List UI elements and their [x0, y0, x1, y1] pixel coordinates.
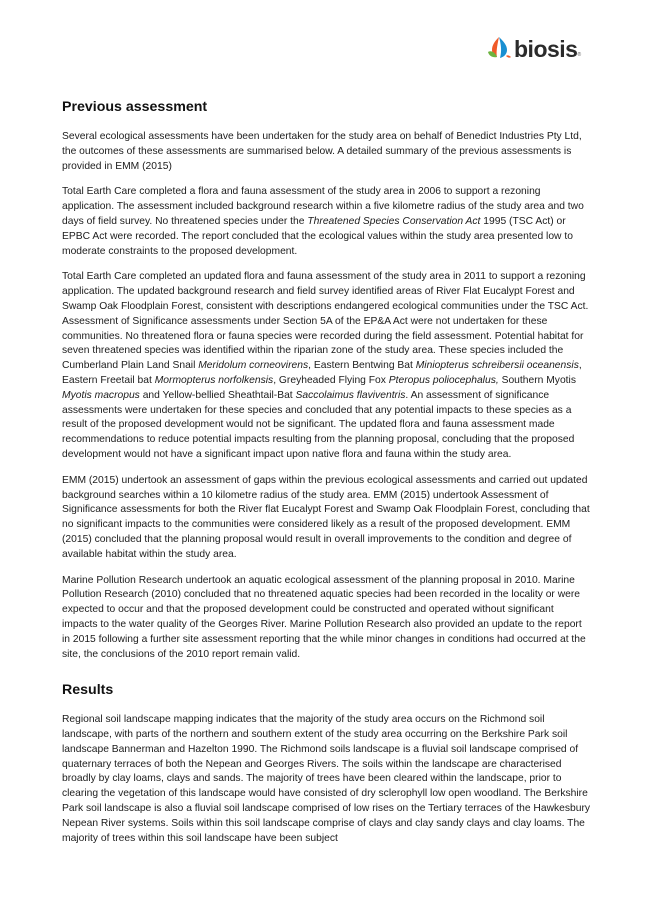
previous-assessment-heading: Previous assessment [62, 99, 208, 115]
biosis-logo-icon [486, 36, 512, 62]
paragraph-1: Several ecological assessments have been undertaken for the study area on behalf of Benedict Industries Pty Ltd, the outcomes of these assessments are summarised below. A detailed summary of the previous assessments is provided in EMM (2015) [62, 131, 582, 172]
paragraph-2: Total Earth Care completed a flora and fauna assessment of the study area in 2006 to support a rezoning application. The assessment included background research within a five kilometre radius of the study area and two days of field survey. No threatened species under the Threatened Species Conservation Act 1995 (TSC Act) or EPBC Act were recorded. The report concluded that the ecological values within the study area presented low to moderate constraints to the proposed development. [62, 186, 584, 257]
paragraph-5: Marine Pollution Research undertook an aquatic ecological assessment of the planning proposal in 2010. Marine Pollution Research (2010) concluded that no threatened aquatic species had been recorded in the locality or were expected to occur and that the proposed development could be constructed and operated without significant impacts to the water quality of the Georges River. Marine Pollution Research also provided an update to the report in 2015 following a further site assessment reporting that the while minor changes in conditions had occurred at the site, the conclusions of the 2010 report remain valid. [62, 574, 586, 660]
results-heading: Results [62, 682, 114, 699]
biosis-logo-text: biosis [514, 35, 578, 62]
results-paragraph-1: Regional soil landscape mapping indicates that the majority of the study area occurs on the Richmond soil landscape, with parts of the northern and southern extent of the study area occurring on the Berkshire Park soil landscape Bannerman and Hazelton 1990. The Richmond soils landscape is a fluvial soil landscape comprised of quaternary terraces of both the Nepean and Georges Rivers. The soils within the landscape are characterised broadly by clay loams, clays and sands. The majority of trees have been cleared within the landscape, prior to clearing the vegetation of this landscape would have consisted of dry sclerophyll low open woodland. The Berkshire Park soil landscape is also a fluvial soil landscape comprised of low rises on the Tertiary terraces of the Hawkesbury Nepean River systems. Soils within this soil landscape comprise of clays and clay sandy clays and clay loams. The majority of trees within this soil landscape have been subject [62, 714, 591, 844]
document-body [62, 98, 592, 857]
registered-mark: ® [577, 52, 582, 58]
paragraph-4: EMM (2015) undertook an assessment of gaps within the previous ecological assessments and carried out updated background searches within a 10 kilometre radius of the study area. EMM (2015) undertook Assessment of Significance assessments for both the River flat Eucalypt Forest and Swamp Oak Floodplain Forest, concluding that no significant impacts to the communities were considered likely as a result of the proposed development. EMM (2015) concluded that the planning proposal would result in overall improvements to the condition and degree of available habitat within the study area. [62, 474, 590, 560]
paragraph-3: Total Earth Care completed an updated flora and fauna assessment of the study area in 2011 to support a rezoning application. The updated background research and field survey identified areas of River Flat Eucalypt Forest and Swamp Oak Floodplain Forest, consistent with descriptions endangered ecological communities under the TSC Act. Assessment of Significance assessments under Section 5A of the EP&A Act were not undertaken for these communities. No threatened flora or fauna species were recorded during the field assessment. Potential habitat for seven threatened species was identified within the riparian zone of the study area. These species included the Cumberland Plain Land Snail Meridolum corneovirens, Eastern Bentwing Bat Miniopterus schreibersii oceanensis, Eastern Freetail bat Mormopterus norfolkensis, Greyheaded Flying Fox Pteropus poliocephalus, Southern Myotis Myotis macropus and Yellow-bellied Sheathtail-Bat Saccolaimus flaviventris. An assessment of significance assessments were undertaken for these species and concluded that any potential impacts to these species as a result of the proposed development would not be significant. The updated flora and fauna assessment made recommendations to reduce potential impacts resulting from the planning proposal, concluding that the proposed development would not have a significant impact upon native flora and fauna within the study area. [62, 271, 589, 460]
biosis-logo [486, 36, 581, 62]
